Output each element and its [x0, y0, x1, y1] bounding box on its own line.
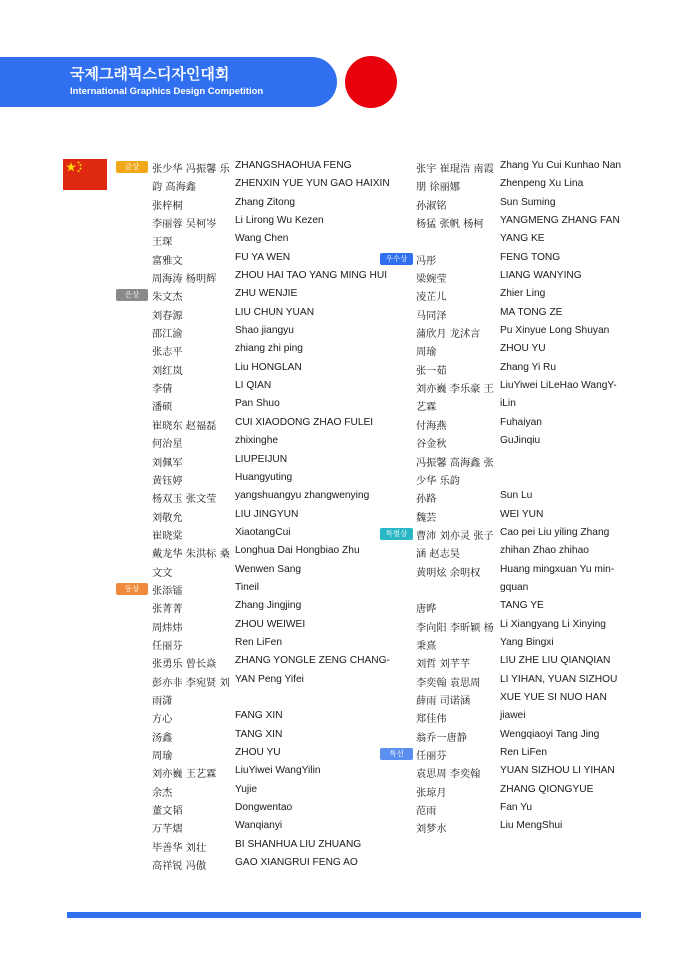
winner-row: [152, 470, 382, 488]
romanized-name: FANG XIN: [235, 710, 283, 722]
romanized-name: TANG YE: [500, 600, 544, 612]
romanized-name: Fan Yu: [500, 802, 533, 814]
chinese-name: 翁乔一唐静: [416, 732, 467, 744]
chinese-name: 杨猛 张帆 杨柯: [416, 219, 484, 231]
winner-row: [152, 452, 382, 470]
winner-row: [416, 617, 646, 635]
chinese-name: 雨潇: [152, 695, 173, 707]
chinese-name: 汤鑫: [152, 732, 173, 744]
winner-row: [152, 653, 390, 671]
winner-row: [416, 286, 646, 304]
chinese-name: 刘哲 刘芊芊: [416, 659, 471, 671]
winner-row: [152, 507, 382, 525]
winner-row: [416, 690, 646, 708]
winner-row: [152, 635, 382, 653]
winner-row: [152, 598, 382, 616]
chinese-name: 张志平: [152, 347, 183, 359]
chinese-name: 张少华 冯振馨 乐: [152, 164, 230, 175]
romanized-name: Wengqiaoyi Tang Jing: [500, 728, 600, 740]
romanized-name: Pu Xinyue Long Shuyan: [500, 325, 610, 337]
winner-row: [416, 543, 646, 561]
winner-row: [152, 727, 382, 745]
romanized-name: GuJinqiu: [500, 435, 541, 447]
romanized-name: jiawei: [500, 710, 526, 722]
left-column: [124, 158, 390, 873]
award-badge: 특선: [380, 748, 413, 760]
bottom-rule: [67, 912, 641, 918]
winner-row: [152, 176, 390, 194]
winner-row: [152, 672, 382, 690]
romanized-name: Zhang Yi Ru: [500, 361, 557, 373]
romanized-name: gquan: [500, 581, 529, 593]
winner-row: [416, 672, 646, 690]
chinese-name: 张梓桐: [152, 200, 183, 212]
romanized-name: YANGMENG ZHANG FAN: [500, 215, 620, 227]
winner-row: [416, 305, 646, 323]
winner-row: [152, 360, 382, 378]
chinese-name: 李倩: [152, 384, 173, 396]
romanized-name: ZHENXIN YUE YUN GAO HAIXIN: [235, 178, 390, 190]
winner-row: [416, 580, 646, 598]
chinese-name: 张添镭: [152, 585, 183, 597]
romanized-name: XUE YUE SI NUO HAN: [500, 691, 607, 703]
chinese-name: 凌芷儿: [416, 292, 447, 304]
romanized-name: LIUPEIJUN: [235, 453, 288, 465]
chinese-name: 文文: [152, 567, 173, 579]
romanized-name: GAO XIANGRUI FENG AO: [235, 857, 358, 869]
chinese-name: 彭亦非 李宛贤 刘: [152, 677, 230, 689]
winner-row: [152, 213, 382, 231]
chinese-name: 冯彤: [416, 255, 437, 267]
chinese-name: 张勇乐 曾长焱: [152, 659, 217, 671]
romanized-name: BI SHANHUA LIU ZHUANG: [235, 838, 362, 850]
winner-row: [152, 690, 382, 708]
romanized-name: Wang Chen: [235, 233, 289, 245]
chinese-name: 张琼月: [416, 787, 447, 799]
chinese-name: 周炜炜: [152, 622, 183, 634]
chinese-name: 任丽芬: [152, 640, 183, 652]
winner-row: [416, 158, 646, 176]
chinese-name: 刘亦巍 王艺霖: [152, 769, 217, 781]
romanized-name: ZHOU YU: [500, 343, 546, 355]
romanized-name: Sun Suming: [500, 196, 556, 208]
winner-row: [152, 818, 382, 836]
winner-row: [152, 763, 382, 781]
winner-row: [416, 507, 646, 525]
winner-row: [152, 617, 382, 635]
winner-row: [152, 855, 382, 873]
chinese-name: 薛雨 司诺涵: [416, 695, 471, 707]
chinese-name: 刘红岚: [152, 365, 183, 377]
winner-row: [152, 745, 382, 763]
romanized-name: Ren LiFen: [235, 636, 283, 648]
romanized-name: LI YIHAN, YUAN SIZHOU: [500, 673, 618, 685]
chinese-name: 张宇 崔琨浩 南霞: [416, 164, 494, 175]
chinese-name: 韵 高海鑫: [152, 182, 196, 194]
award-badge: 은상: [116, 289, 148, 301]
winner-row: [152, 195, 382, 213]
winner-row: [416, 562, 646, 580]
chinese-name: 高祥锐 冯傲: [152, 861, 207, 873]
chinese-name: 潘硕: [152, 402, 173, 414]
winner-row: [416, 195, 646, 213]
chinese-name: 万芊熠: [152, 824, 183, 836]
winner-row: [416, 360, 646, 378]
right-column: [385, 158, 646, 837]
winner-row: [416, 433, 646, 451]
romanized-name: Cao pei Liu yiling Zhang: [500, 526, 610, 538]
romanized-name: Zhang Yu Cui Kunhao Nan: [500, 160, 622, 171]
winner-row: [416, 268, 646, 286]
winner-row: [152, 433, 382, 451]
winner-row: [416, 341, 646, 359]
romanized-name: ZHU WENJIE: [235, 288, 298, 300]
chinese-name: 余杰: [152, 787, 173, 799]
romanized-name: CUI XIAODONG ZHAO FULEI: [235, 416, 374, 428]
romanized-name: Dongwentao: [235, 802, 293, 814]
winner-row: [152, 488, 382, 506]
chinese-name: 朋 徐丽娜: [416, 182, 460, 194]
romanized-name: FENG TONG: [500, 251, 561, 263]
romanized-name: Longhua Dai Hongbiao Zhu: [235, 545, 360, 557]
winner-row: [152, 562, 382, 580]
chinese-name: 董文韬: [152, 806, 183, 818]
winner-row: [416, 470, 646, 488]
chinese-name: 李丽蓉 吴柯岑: [152, 219, 217, 231]
chinese-name: 孙路: [416, 494, 437, 506]
romanized-name: YANG KE: [500, 233, 545, 245]
chinese-name: 李向阳 李昕颖 杨: [416, 622, 494, 634]
romanized-name: WEI YUN: [500, 508, 544, 520]
winner-row: [416, 378, 646, 396]
romanized-name: LIANG WANYING: [500, 270, 582, 282]
chinese-name: 杨双玉 张文莹: [152, 494, 217, 506]
award-badge: 금상: [116, 161, 148, 173]
winner-row: [385, 525, 646, 543]
chinese-name: 曹沛 刘亦灵 张子: [416, 530, 494, 542]
chinese-name: 刘梦水: [416, 824, 447, 836]
romanized-name: ZHANGSHAOHUA FENG: [235, 160, 352, 171]
winner-row: [416, 176, 646, 194]
chinese-name: 任丽芬: [416, 751, 447, 762]
china-flag-icon: [63, 159, 107, 190]
winner-row: [124, 158, 382, 176]
chinese-name: 刘亦巍 李乐豪 王: [416, 384, 494, 396]
romanized-name: Liu MengShui: [500, 820, 563, 832]
romanized-name: Zhenpeng Xu Lina: [500, 178, 584, 190]
romanized-name: ZHANG YONGLE ZENG CHANG-: [235, 655, 390, 667]
winner-row: [152, 782, 382, 800]
romanized-name: yangshuangyu zhangwenying: [235, 490, 370, 502]
chinese-name: 黄明炫 余明权: [416, 567, 481, 579]
winner-row: [124, 286, 382, 304]
romanized-name: MA TONG ZE: [500, 306, 563, 318]
chinese-name: 黄钰婷: [152, 475, 183, 487]
romanized-name: zhiang zhi ping: [235, 343, 303, 355]
award-badge: 특별상: [380, 528, 413, 540]
winner-row: [416, 782, 646, 800]
chinese-name: 刘敬允: [152, 512, 183, 524]
romanized-name: Wanqianyi: [235, 820, 283, 832]
title-korean: 국제그래픽스디자인대회: [70, 65, 230, 83]
chinese-name: 袁思周 李奕翰: [416, 769, 481, 781]
chinese-name: 方心: [152, 714, 173, 726]
chinese-name: 张一茹: [416, 365, 447, 377]
winner-row: [416, 800, 646, 818]
chinese-name: 邵江渝: [152, 329, 183, 341]
romanized-name: ZHOU YU: [235, 747, 281, 758]
winner-row: [416, 598, 646, 616]
romanized-name: Pan Shuo: [235, 398, 280, 410]
winner-row: [152, 396, 382, 414]
romanized-name: LiuYiwei WangYilin: [235, 765, 321, 777]
romanized-name: Huangyuting: [235, 471, 293, 483]
winner-row: [152, 250, 382, 268]
chinese-name: 冯振馨 高海鑫 张: [416, 457, 494, 469]
romanized-name: Yang Bingxi: [500, 636, 554, 648]
winner-row: [124, 580, 382, 598]
romanized-name: Zhier Ling: [500, 288, 546, 300]
title-banner: [0, 57, 337, 107]
chinese-name: 唐晔: [416, 604, 437, 616]
chinese-name: 毕善华 刘壮: [152, 842, 207, 854]
chinese-name: 马同泽: [416, 310, 447, 322]
chinese-name: 范雨: [416, 806, 437, 818]
title-english: International Graphics Design Competition: [70, 86, 264, 97]
chinese-name: 付海燕: [416, 420, 447, 432]
winner-row: [416, 231, 646, 249]
romanized-name: Sun Lu: [500, 490, 533, 502]
chinese-name: 蒲欣月 龙沭言: [416, 329, 481, 341]
chinese-name: 王琛: [152, 237, 173, 249]
romanized-name: Wenwen Sang: [235, 563, 302, 575]
winner-row: [152, 837, 382, 855]
chinese-name: 梁婉莹: [416, 274, 447, 286]
romanized-name: Fuhaiyan: [500, 416, 542, 428]
winner-row: [416, 653, 646, 671]
chinese-name: 张菁菁: [152, 604, 183, 616]
chinese-name: 郑佳伟: [416, 714, 447, 726]
chinese-name: 秉熹: [416, 640, 437, 652]
chinese-name: 少华 乐韵: [416, 475, 460, 487]
romanized-name: LIU CHUN YUAN: [235, 306, 315, 318]
romanized-name: Tineil: [235, 581, 259, 593]
winner-row: [416, 488, 646, 506]
winner-row: [152, 800, 382, 818]
romanized-name: iLin: [500, 398, 516, 410]
chinese-name: 刘春源: [152, 310, 183, 322]
chinese-name: 周海涛 杨明辉: [152, 274, 217, 286]
romanized-name: Shao jiangyu: [235, 325, 294, 337]
romanized-name: Huang mingxuan Yu min-: [500, 563, 615, 575]
winner-row: [416, 727, 646, 745]
romanized-name: Zhang Zitong: [235, 196, 296, 208]
romanized-name: ZHOU HAI TAO YANG MING HUI: [235, 270, 388, 282]
romanized-name: Yujie: [235, 783, 258, 795]
winner-row: [416, 415, 646, 433]
winner-row: [416, 708, 646, 726]
chinese-name: 周瑜: [152, 751, 173, 762]
chinese-name: 戴龙华 朱洪标 桑: [152, 549, 230, 561]
romanized-name: LIU JINGYUN: [235, 508, 299, 520]
chinese-name: 魏芸: [416, 512, 437, 524]
romanized-name: ZHANG QIONGYUE: [500, 783, 594, 795]
winner-row: [152, 525, 382, 543]
winner-row: [152, 323, 382, 341]
romanized-name: YUAN SIZHOU LI YIHAN: [500, 765, 615, 777]
romanized-name: FU YA WEN: [235, 251, 291, 263]
red-circle-logo: [345, 56, 397, 108]
romanized-name: Li Lirong Wu Kezen: [235, 215, 324, 227]
chinese-name: 朱文杰: [152, 292, 183, 304]
winner-row: [152, 268, 388, 286]
romanized-name: ZHOU WEIWEI: [235, 618, 306, 630]
award-badge: 동상: [116, 583, 148, 595]
chinese-name: 刘佩军: [152, 457, 183, 469]
romanized-name: zhixinghe: [235, 435, 279, 447]
romanized-name: zhihan Zhao zhihao: [500, 545, 589, 557]
chinese-name: 何治星: [152, 439, 183, 451]
winner-row: [416, 323, 646, 341]
romanized-name: Ren LiFen: [500, 747, 548, 758]
romanized-name: Liu HONGLAN: [235, 361, 302, 373]
winner-row: [152, 708, 382, 726]
winner-row: [152, 543, 382, 561]
romanized-name: LI QIAN: [235, 380, 272, 392]
chinese-name: 艺霖: [416, 402, 437, 414]
romanized-name: TANG XIN: [235, 728, 283, 740]
winner-row: [385, 250, 646, 268]
chinese-name: 孙淑铭: [416, 200, 447, 212]
award-badge: 우수상: [380, 253, 413, 265]
romanized-name: YAN Peng Yifei: [235, 673, 304, 685]
romanized-name: LIU ZHE LIU QIANQIAN: [500, 655, 611, 667]
winner-row: [416, 818, 646, 836]
winner-row: [416, 213, 646, 231]
winner-row: [389, 745, 646, 763]
winner-row: [416, 763, 646, 781]
chinese-name: 富雅文: [152, 255, 183, 267]
chinese-name: 谷金秋: [416, 439, 447, 451]
winner-row: [416, 396, 646, 414]
chinese-name: 李奕翰 袁思周: [416, 677, 481, 689]
winner-row: [416, 635, 646, 653]
romanized-name: Zhang Jingjing: [235, 600, 302, 612]
chinese-name: 涵 赵志昊: [416, 549, 460, 561]
chinese-name: 崔晓棠: [152, 530, 183, 542]
romanized-name: XiaotangCui: [235, 526, 291, 538]
chinese-name: 周瑜: [416, 347, 437, 359]
winner-row: [152, 415, 382, 433]
romanized-name: Li Xiangyang Li Xinying: [500, 618, 606, 630]
winner-row: [416, 452, 646, 470]
romanized-name: LiuYiwei LiLeHao WangY-: [500, 380, 617, 392]
winner-row: [152, 341, 382, 359]
winner-row: [152, 305, 382, 323]
winner-row: [152, 378, 382, 396]
winner-row: [152, 231, 382, 249]
chinese-name: 崔晓东 赵福磊: [152, 420, 217, 432]
